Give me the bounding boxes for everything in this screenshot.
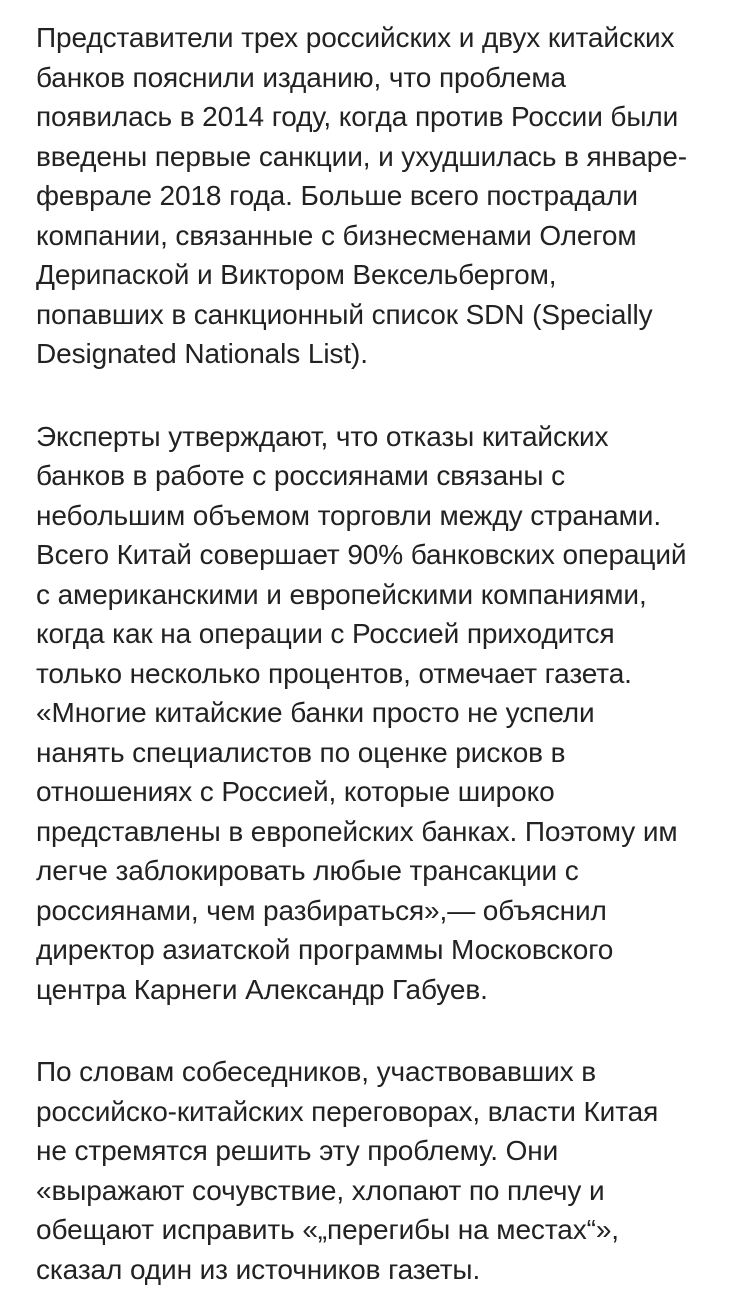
text-line: По словам собеседников, участвовавших в — [36, 1052, 696, 1092]
text-line: введены первые санкции, и ухудшилась в январе- — [36, 137, 696, 177]
text-line: представлены в европейских банках. Поэтому им — [36, 812, 696, 852]
text-line: феврале 2018 года. Больше всего пострадали — [36, 176, 696, 216]
text-line: «Многие китайские банки просто не успели — [36, 693, 696, 733]
text-line: Дерипаской и Виктором Вексельбергом, — [36, 255, 696, 295]
text-line: отношениях с Россией, которые широко — [36, 772, 696, 812]
text-line: Всего Китай совершает 90% банковских операций — [36, 535, 696, 575]
text-line: небольшим объемом торговли между странами. — [36, 496, 696, 536]
text-line: Представители трех российских и двух китайских — [36, 18, 696, 58]
text-line: появилась в 2014 году, когда против России были — [36, 97, 696, 137]
paragraph-2 — [36, 417, 696, 1010]
article-body — [36, 18, 696, 1289]
text-line: компании, связанные с бизнесменами Олегом — [36, 216, 696, 256]
text-line: директор азиатской программы Московского — [36, 930, 696, 970]
text-line: попавших в санкционный список SDN (Specially — [36, 295, 696, 335]
text-line: банков в работе с россиянами связаны с — [36, 456, 696, 496]
text-line: не стремятся решить эту проблему. Они — [36, 1131, 696, 1171]
text-line: российско-китайских переговорах, власти Китая — [36, 1092, 696, 1132]
text-line: обещают исправить «„перегибы на местах“», — [36, 1210, 696, 1250]
text-line: когда как на операции с Россией приходится — [36, 614, 696, 654]
paragraph-3 — [36, 1052, 696, 1289]
text-line: легче заблокировать любые трансакции с — [36, 851, 696, 891]
text-line: с американскими и европейскими компаниями, — [36, 575, 696, 615]
text-line: банков пояснили изданию, что проблема — [36, 58, 696, 98]
text-line: Designated Nationals List). — [36, 334, 696, 374]
text-line: нанять специалистов по оценке рисков в — [36, 733, 696, 773]
text-line: «выражают сочувствие, хлопают по плечу и — [36, 1171, 696, 1211]
text-line: сказал один из источников газеты. — [36, 1250, 696, 1289]
text-line: центра Карнеги Александр Габуев. — [36, 970, 696, 1010]
text-line: россиянами, чем разбираться»,— объяснил — [36, 891, 696, 931]
text-line: только несколько процентов, отмечает газета. — [36, 654, 696, 694]
paragraph-1 — [36, 18, 696, 374]
text-line: Эксперты утверждают, что отказы китайских — [36, 417, 696, 457]
